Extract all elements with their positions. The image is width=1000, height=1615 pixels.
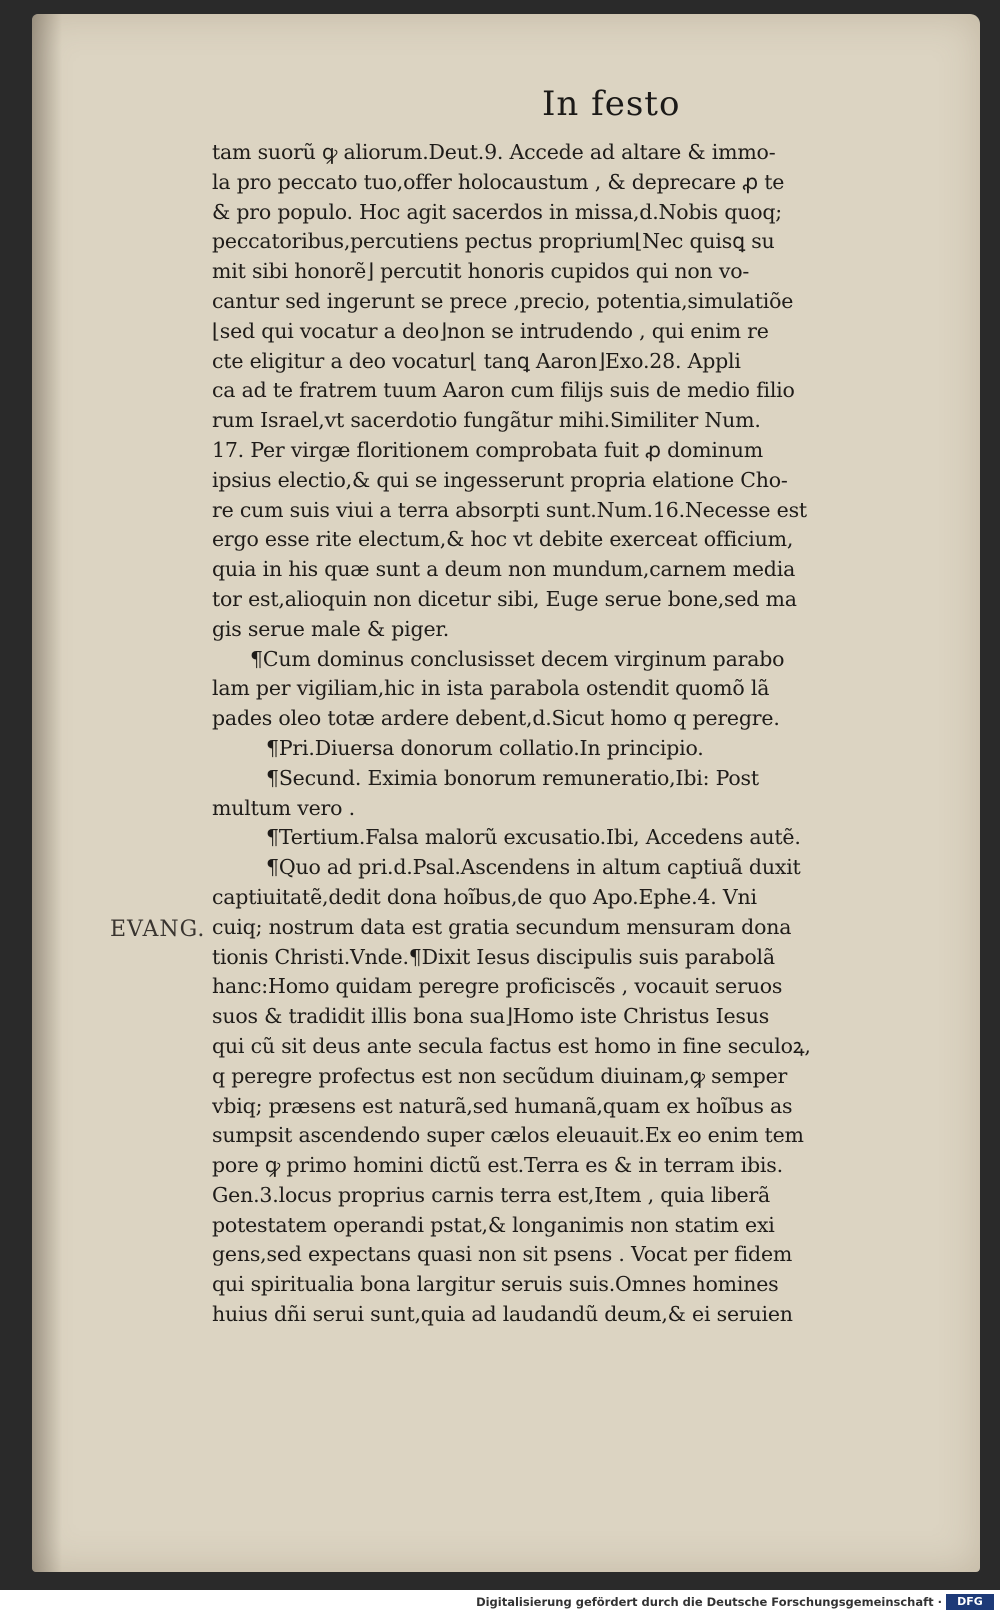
text-line: ¶Secund. Eximia bonorum remuneratio,Ibi: Post	[266, 765, 759, 790]
text-line: & pro populo. Hoc agit sacerdos in missa,d.Nobis quoq;	[212, 199, 783, 224]
book-page	[32, 14, 980, 1572]
body-text	[212, 138, 942, 1330]
text-line: vbiq; præsens est naturã,sed humanã,quam ex hoĩbus as	[212, 1093, 793, 1118]
text-line: rum Israel,vt sacerdotio fungãtur mihi.Similiter Num.	[212, 408, 761, 433]
footer-credit: Digitalisierung gefördert durch die Deutsche Forschungsgemeinschaft ·	[476, 1595, 942, 1609]
text-line: q peregre profectus est non secũdum diuinam,ꝙ semper	[212, 1063, 788, 1088]
text-line: cte eligitur a deo vocatur⌊ tanꝗ Aaron⌋Exo.28. Appli	[212, 348, 741, 373]
text-line: potestatem operandi pstat,& longanimis non statim exi	[212, 1212, 775, 1237]
text-line: Gen.3.locus proprius carnis terra est,Item , quia liberã	[212, 1182, 771, 1207]
text-line: peccatoribus,percutiens pectus proprium⌊Nec quisꝗ su	[212, 229, 775, 254]
text-line: multum vero .	[212, 795, 355, 820]
dfg-logo[interactable]: DFG	[946, 1594, 994, 1610]
text-line: re cum suis viui a terra absorpti sunt.Num.16.Necesse est	[212, 497, 807, 522]
running-head: In festo	[542, 84, 681, 124]
text-line: cuiq; nostrum data est gratia secundum mensuram dona	[212, 914, 792, 939]
text-line: hanc:Homo quidam peregre proficiscẽs , vocauit seruos	[212, 974, 783, 999]
text-line: ⌊sed qui vocatur a deo⌋non se intrudendo , qui enim re	[212, 318, 769, 343]
margin-note: EVANG.	[110, 917, 206, 942]
text-line: ¶Quo ad pri.d.Psal.Ascendens in altum captiuã duxit	[266, 855, 801, 880]
text-line: mit sibi honorẽ⌋ percutit honoris cupidos qui non vo-	[212, 259, 750, 284]
text-line: 17. Per virgæ floritionem comprobata fuit ꝓ dominum	[212, 437, 763, 462]
text-line: gis serue male & piger.	[212, 616, 450, 641]
text-line: ¶Tertium.Falsa malorũ excusatio.Ibi, Accedens autẽ.	[266, 825, 801, 850]
text-line: gens,sed expectans quasi non sit psens . Vocat per fidem	[212, 1242, 793, 1267]
text-line: ¶Cum dominus conclusisset decem virginum parabo	[250, 646, 785, 671]
text-line: ¶Pri.Diuersa donorum collatio.In principio.	[266, 735, 704, 760]
text-line: pore ꝙ primo homini dictũ est.Terra es & in terram ibis.	[212, 1153, 783, 1178]
text-line: suos & tradidit illis bona sua⌋Homo iste Christus Iesus	[212, 1004, 770, 1029]
text-line: qui cũ sit deus ante secula factus est homo in fine seculoꝝ,	[212, 1033, 811, 1058]
text-line: ca ad te fratrem tuum Aaron cum filijs suis de medio filio	[212, 378, 795, 403]
footer-bar	[0, 1590, 1000, 1615]
text-line: cantur sed ingerunt se prece ,precio, potentia,simulatiõe	[212, 288, 794, 313]
text-line: qui spiritualia bona largitur seruis suis.Omnes homines	[212, 1272, 779, 1297]
text-line: tionis Christi.Vnde.¶Dixit Iesus discipulis suis parabolã	[212, 944, 775, 969]
text-line: pades oleo totæ ardere debent,d.Sicut homo q peregre.	[212, 706, 780, 731]
text-line: sumpsit ascendendo super cælos eleuauit.Ex eo enim tem	[212, 1123, 804, 1148]
gutter-shadow	[32, 14, 62, 1572]
text-line: captiuitatẽ,dedit dona hoĩbus,de quo Apo.Ephe.4. Vni	[212, 884, 757, 909]
text-line: ipsius electio,& qui se ingesserunt propria elatione Cho-	[212, 467, 788, 492]
text-line: quia in his quæ sunt a deum non mundum,carnem media	[212, 557, 796, 582]
text-line: ergo esse rite electum,& hoc vt debite exerceat officium,	[212, 527, 794, 552]
text-line: huius dñi serui sunt,quia ad laudandũ deum,& ei seruien	[212, 1302, 793, 1327]
text-line: lam per vigiliam,hic in ista parabola ostendit quomõ lã	[212, 676, 770, 701]
text-line: tam suorũ ꝙ aliorum.Deut.9. Accede ad altare & immo-	[212, 140, 776, 164]
text-line: tor est,alioquin non dicetur sibi, Euge serue bone,sed ma	[212, 586, 797, 611]
text-line: la pro peccato tuo,offer holocaustum , & deprecare ꝓ te	[212, 169, 785, 194]
